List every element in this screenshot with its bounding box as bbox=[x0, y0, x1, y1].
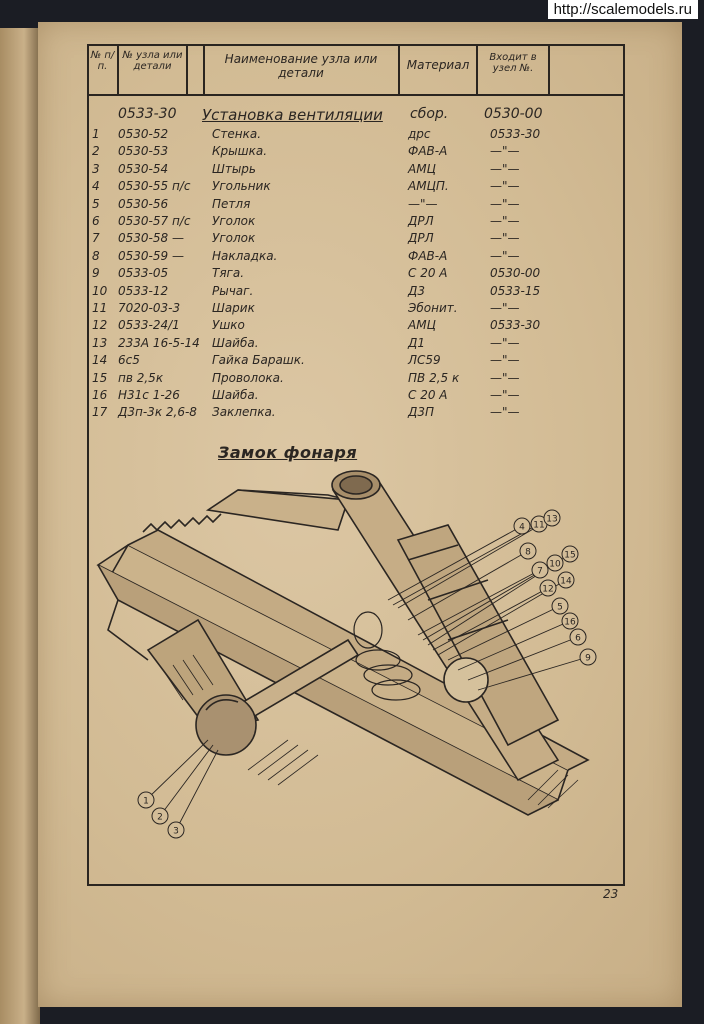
cell-material: АМЦ bbox=[408, 161, 436, 176]
assembly-row bbox=[0, 106, 704, 123]
cell-code: 0533-05 bbox=[118, 266, 169, 281]
table-row bbox=[0, 127, 704, 144]
header-material: Материал bbox=[406, 58, 470, 72]
header-col-sep bbox=[548, 44, 550, 96]
table-row bbox=[0, 405, 704, 422]
cell-code: 7020-03-3 bbox=[118, 301, 181, 315]
cell-material: дрс bbox=[408, 127, 431, 141]
callout-label: 2 bbox=[157, 812, 163, 823]
assembly-name: Установка вентиляции bbox=[202, 106, 383, 124]
cell-name: Стенка. bbox=[212, 127, 262, 141]
cell-code: 0530-59 — bbox=[118, 248, 184, 263]
cell-material: Д3П bbox=[408, 405, 435, 420]
cell-name: Уголок bbox=[212, 231, 256, 246]
table-row bbox=[0, 214, 704, 231]
cell-name: Шайба. bbox=[212, 388, 259, 402]
cell-name: Накладка. bbox=[212, 248, 278, 263]
table-row bbox=[0, 284, 704, 301]
table-row bbox=[0, 144, 704, 161]
cell-code: 6с5 bbox=[118, 353, 140, 368]
cell-name: Заклепка. bbox=[212, 405, 276, 420]
cell-material: АМЦП. bbox=[408, 179, 449, 194]
cell-code: 0530-54 bbox=[118, 161, 169, 176]
cell-code: 0533-24/1 bbox=[118, 318, 180, 333]
cell-n: 13 bbox=[92, 335, 108, 350]
cell-n: 6 bbox=[92, 214, 100, 228]
table-row bbox=[0, 301, 704, 318]
callout-label: 5 bbox=[557, 602, 563, 613]
callout-label: 10 bbox=[549, 559, 561, 570]
cell-part-of: —"— bbox=[490, 405, 520, 420]
header-name: Наименование узла или детали bbox=[224, 52, 378, 80]
cell-part-of: —"— bbox=[490, 179, 520, 194]
table-row bbox=[0, 231, 704, 248]
callout-label: 16 bbox=[564, 617, 576, 628]
cell-name: Угольник bbox=[212, 179, 271, 194]
cell-part-of: 0533-30 bbox=[490, 318, 541, 333]
cell-n: 8 bbox=[92, 248, 100, 263]
callout-label: 15 bbox=[564, 550, 576, 561]
cell-code: 0530-56 bbox=[118, 196, 169, 211]
cell-part-of: —"— bbox=[490, 196, 520, 211]
cell-part-of: 0530-00 bbox=[490, 266, 541, 281]
cell-material: ДРЛ bbox=[408, 214, 434, 228]
cell-n: 14 bbox=[92, 353, 108, 368]
header-num: № п/п. bbox=[90, 50, 115, 72]
cell-material: ФАВ-А bbox=[408, 144, 448, 159]
table-row bbox=[0, 162, 704, 179]
header-col-sep bbox=[186, 44, 188, 96]
table-row bbox=[0, 371, 704, 388]
cell-material: ДРЛ bbox=[408, 231, 434, 246]
cell-material: Д1 bbox=[408, 335, 426, 350]
cell-name: Петля bbox=[212, 196, 251, 211]
cell-code: 0530-53 bbox=[118, 144, 169, 159]
cell-name: Уголок bbox=[212, 214, 256, 228]
header-divider bbox=[87, 94, 625, 96]
cell-n: 15 bbox=[92, 370, 108, 385]
cell-n: 4 bbox=[92, 179, 100, 194]
cell-name: Гайка Барашк. bbox=[212, 353, 305, 368]
cell-code: 0530-55 п/с bbox=[118, 179, 191, 194]
assembly-material: сбор. bbox=[410, 106, 449, 122]
cell-code: 0530-58 — bbox=[118, 231, 184, 246]
callout-label: 1 bbox=[143, 796, 149, 807]
cell-name: Крышка. bbox=[212, 144, 268, 159]
cell-name: Рычаг. bbox=[212, 283, 254, 298]
cell-n: 16 bbox=[92, 388, 108, 402]
cell-part-of: —"— bbox=[490, 353, 520, 368]
cell-name: Тяга. bbox=[212, 266, 245, 281]
cell-n: 11 bbox=[92, 301, 108, 315]
cell-part-of: —"— bbox=[490, 335, 520, 350]
cell-code: 0533-12 bbox=[118, 283, 169, 298]
cell-code: пв 2,5к bbox=[118, 370, 164, 385]
callout-label: 12 bbox=[542, 584, 554, 595]
table-row bbox=[0, 249, 704, 266]
drawing-title: Замок фонаря bbox=[218, 443, 358, 462]
cell-part-of: —"— bbox=[490, 231, 520, 246]
cell-part-of: —"— bbox=[490, 214, 520, 228]
header-node: № узла или детали bbox=[122, 50, 183, 72]
header-col-sep bbox=[203, 44, 205, 96]
cell-n: 7 bbox=[92, 231, 100, 246]
assembly-code: 0533-30 bbox=[118, 106, 177, 122]
cell-part-of: —"— bbox=[490, 301, 520, 315]
table-row bbox=[0, 388, 704, 405]
cell-n: 9 bbox=[92, 266, 100, 281]
cell-part-of: 0533-15 bbox=[490, 283, 541, 298]
cell-material: С 20 А bbox=[408, 266, 448, 281]
table-row bbox=[0, 197, 704, 214]
lock-drawing bbox=[88, 470, 624, 870]
cell-code: 233А 16-5-14 bbox=[118, 335, 200, 350]
table-row bbox=[0, 266, 704, 283]
cell-material: С 20 А bbox=[408, 388, 448, 402]
cell-n: 12 bbox=[92, 318, 108, 333]
cell-material: —"— bbox=[408, 196, 438, 211]
cell-n: 3 bbox=[92, 161, 100, 176]
table-row bbox=[0, 353, 704, 370]
cell-name: Проволока. bbox=[212, 370, 284, 385]
callout-label: 14 bbox=[560, 576, 572, 587]
cell-part-of: —"— bbox=[490, 161, 520, 176]
assembly-part-of: 0530-00 bbox=[484, 106, 543, 122]
watermark[interactable]: http://scalemodels.ru bbox=[548, 0, 698, 19]
cell-n: 2 bbox=[92, 144, 100, 159]
table-row bbox=[0, 179, 704, 196]
callout-label: 8 bbox=[525, 547, 531, 558]
cell-material: Д3 bbox=[408, 283, 426, 298]
cell-part-of: —"— bbox=[490, 144, 520, 159]
cell-code: 0530-57 п/с bbox=[118, 214, 191, 228]
cell-part-of: 0533-30 bbox=[490, 127, 541, 141]
cell-code: 0530-52 bbox=[118, 127, 169, 141]
cell-part-of: —"— bbox=[490, 248, 520, 263]
table-row bbox=[0, 336, 704, 353]
cell-n: 17 bbox=[92, 405, 108, 420]
cell-material: АМЦ bbox=[408, 318, 436, 333]
callout-label: 13 bbox=[546, 514, 558, 525]
cell-name: Шарик bbox=[212, 301, 255, 315]
callout-label: 4 bbox=[519, 522, 525, 533]
callout-label: 11 bbox=[533, 520, 545, 531]
cell-part-of: —"— bbox=[490, 370, 520, 385]
callout-label: 6 bbox=[575, 633, 581, 644]
callout-label: 9 bbox=[585, 653, 591, 664]
table-row bbox=[0, 318, 704, 335]
callout-label: 3 bbox=[173, 826, 179, 837]
cell-n: 1 bbox=[92, 127, 100, 141]
cell-n: 5 bbox=[92, 196, 100, 211]
cell-material: ПВ 2,5 к bbox=[408, 370, 460, 385]
cell-material: ФАВ-А bbox=[408, 248, 448, 263]
callout-label: 7 bbox=[537, 566, 543, 577]
cell-name: Ушко bbox=[212, 318, 245, 333]
cell-name: Шайба. bbox=[212, 335, 259, 350]
header-part-of: Входит в узел №. bbox=[489, 52, 537, 74]
cell-code: Н31с 1-26 bbox=[118, 388, 180, 402]
page-number: 23 bbox=[603, 887, 619, 901]
cell-name: Штырь bbox=[212, 161, 256, 176]
cell-material: Эбонит. bbox=[408, 301, 458, 315]
cell-code: Д3п-3к 2,6-8 bbox=[118, 405, 197, 420]
cell-n: 10 bbox=[92, 283, 108, 298]
cell-material: ЛС59 bbox=[408, 353, 441, 368]
cell-part-of: —"— bbox=[490, 388, 520, 402]
